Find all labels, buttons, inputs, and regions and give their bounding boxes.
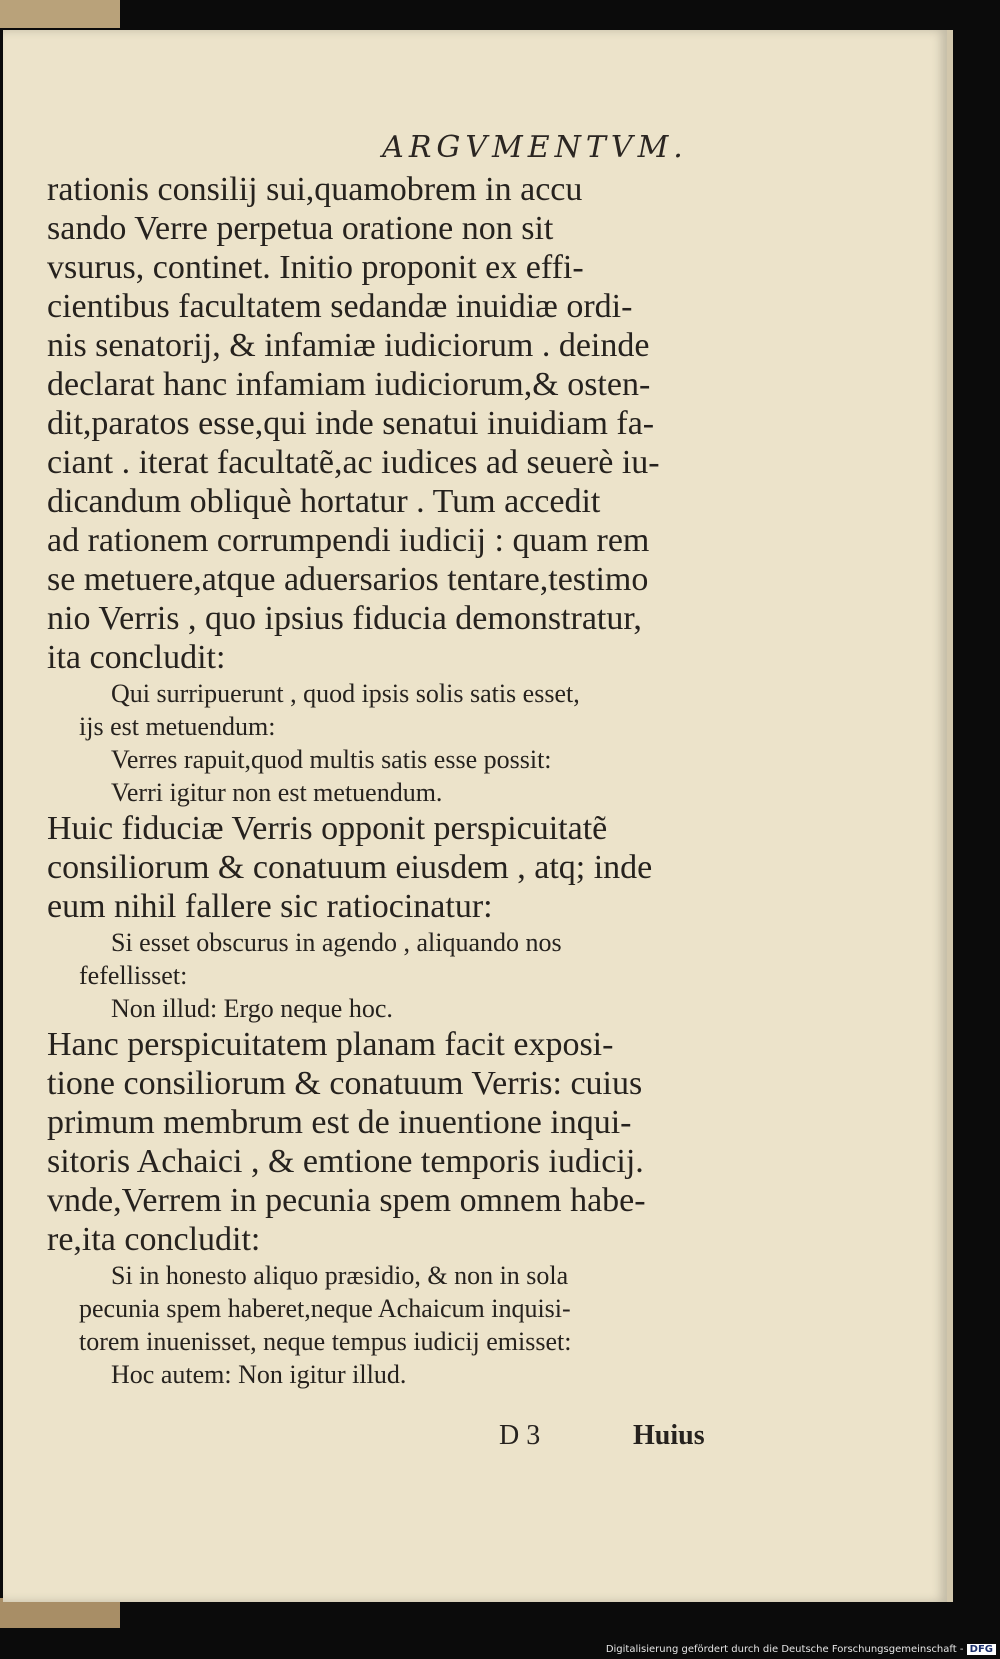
syllogism-line: Verres rapuit,quod multis satis esse possit: bbox=[111, 745, 552, 774]
text-line: primum membrum est de inuentione inqui- bbox=[47, 1104, 632, 1141]
page-body-text bbox=[47, 170, 707, 1391]
syllogism-line: ijs est metuendum: bbox=[79, 712, 276, 741]
book-edge-top bbox=[0, 0, 120, 28]
page-footer bbox=[499, 1420, 709, 1452]
text-line: ita concludit: bbox=[47, 639, 226, 676]
text-line: nis senatorij, & infamiæ iudiciorum . deinde bbox=[47, 327, 650, 364]
text-line: sando Verre perpetua oratione non sit bbox=[47, 210, 554, 247]
text-line: declarat hanc infamiam iudiciorum,& osten- bbox=[47, 366, 651, 403]
catchword: Huius bbox=[633, 1420, 705, 1451]
running-head: ARGVMENTVM. bbox=[382, 130, 688, 165]
syllogism-line: Si in honesto aliquo præsidio, & non in sola bbox=[111, 1261, 569, 1290]
text-line: se metuere,atque aduersarios tentare,testimo bbox=[47, 561, 649, 598]
dfg-logo: DFG bbox=[967, 1644, 996, 1655]
digitization-credit bbox=[0, 1644, 1000, 1655]
text-line: eum nihil fallere sic ratiocinatur: bbox=[47, 888, 493, 925]
credit-text: Digitalisierung gefördert durch die Deutsche Forschungsgemeinschaft - bbox=[605, 1644, 964, 1655]
text-line: rationis consilij sui,quamobrem in accu bbox=[47, 171, 583, 208]
text-line: cientibus facultatem sedandæ inuidiæ ordi- bbox=[47, 288, 633, 325]
text-line: sitoris Achaici , & emtione temporis iudicij. bbox=[47, 1143, 644, 1180]
page-edge bbox=[947, 30, 953, 1602]
text-line: dicandum obliquè hortatur . Tum accedit bbox=[47, 483, 601, 520]
text-line: vnde,Verrem in pecunia spem omnem habe- bbox=[47, 1182, 646, 1219]
signature-mark: D 3 bbox=[499, 1420, 541, 1451]
text-line: vsurus, continet. Initio proponit ex effi- bbox=[47, 249, 584, 286]
book-edge-bottom bbox=[0, 1598, 120, 1628]
syllogism-line: Verri igitur non est metuendum. bbox=[111, 778, 443, 807]
syllogism-line: pecunia spem haberet,neque Achaicum inquisi- bbox=[79, 1294, 571, 1323]
text-line: ciant . iterat facultatẽ,ac iudices ad seuerè iu- bbox=[47, 444, 660, 481]
text-line: re,ita concludit: bbox=[47, 1221, 261, 1258]
text-line: tione consiliorum & conatuum Verris: cuius bbox=[47, 1065, 643, 1102]
syllogism-line: torem inuenisset, neque tempus iudicij emisset: bbox=[79, 1327, 572, 1356]
text-line: Huic fiduciæ Verris opponit perspicuitatẽ bbox=[47, 810, 608, 847]
syllogism-line: Non illud: Ergo neque hoc. bbox=[111, 994, 393, 1023]
text-line: Hanc perspicuitatem planam facit exposi- bbox=[47, 1026, 614, 1063]
scanned-page bbox=[3, 30, 947, 1602]
text-line: consiliorum & conatuum eiusdem , atq; inde bbox=[47, 849, 653, 886]
text-line: dit,paratos esse,qui inde senatui inuidiam fa- bbox=[47, 405, 655, 442]
syllogism-line: Qui surripuerunt , quod ipsis solis satis esset, bbox=[111, 679, 580, 708]
text-line: ad rationem corrumpendi iudicij : quam rem bbox=[47, 522, 650, 559]
text-line: nio Verris , quo ipsius fiducia demonstratur, bbox=[47, 600, 642, 637]
syllogism-line: fefellisset: bbox=[79, 961, 188, 990]
syllogism-line: Hoc autem: Non igitur illud. bbox=[111, 1360, 407, 1389]
syllogism-line: Si esset obscurus in agendo , aliquando nos bbox=[111, 928, 562, 957]
